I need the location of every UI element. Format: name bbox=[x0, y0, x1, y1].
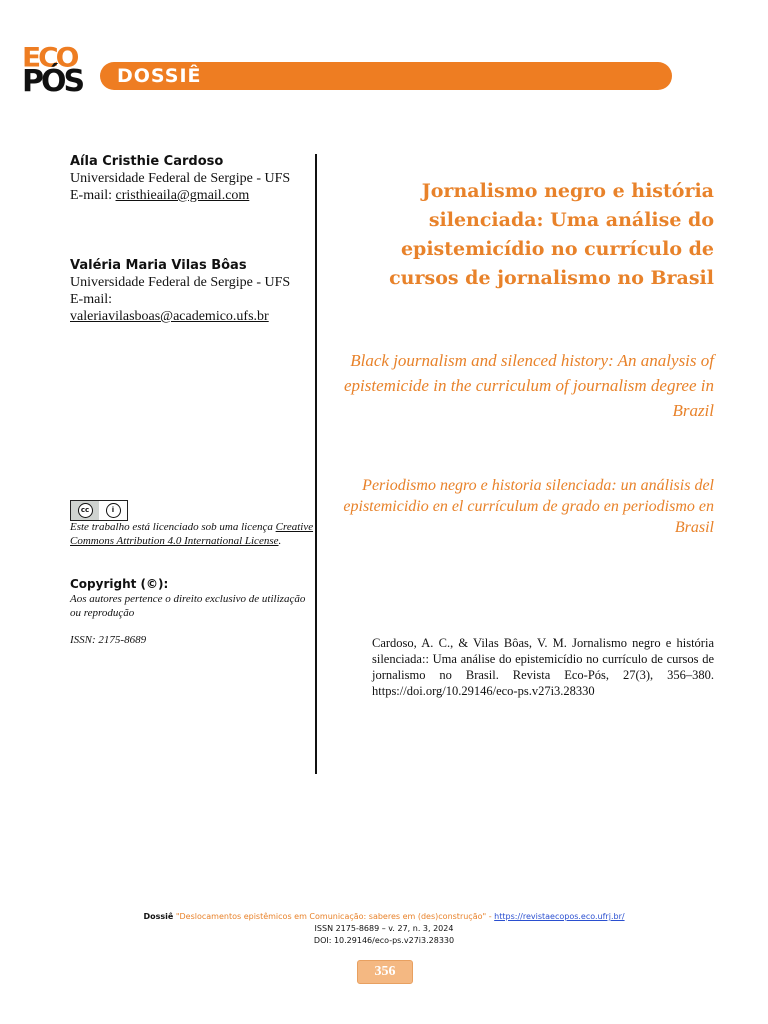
cc-by-badge[interactable] bbox=[70, 500, 128, 521]
license-statement bbox=[70, 520, 320, 548]
author-name: Valéria Maria Vilas Bôas bbox=[70, 258, 247, 273]
copyright-title: Copyright (©): bbox=[70, 577, 169, 591]
author-affiliation: Universidade Federal de Sergipe - UFS bbox=[70, 171, 291, 186]
email-label: E-mail: bbox=[70, 292, 112, 307]
author-1 bbox=[70, 153, 310, 204]
section-label: DOSSIÊ bbox=[117, 65, 202, 87]
footer-dossie-label: Dossiê bbox=[143, 912, 174, 921]
author-email-link[interactable]: cristhieaila@gmail.com bbox=[115, 188, 250, 203]
footer-dossie-line bbox=[100, 911, 668, 923]
license-suffix: . bbox=[278, 535, 282, 547]
by-person-icon bbox=[99, 501, 127, 520]
footer-dossie-title: "Deslocamentos epistêmicos em Comunicação: saberes em (des)construção" - bbox=[175, 912, 492, 921]
logo-eco-text: ECO bbox=[22, 41, 77, 74]
license-link[interactable]: Creative Commons Attribution 4.0 International License bbox=[70, 521, 314, 547]
title-english: Black journalism and silenced history: An analysis of epistemicide in the curriculum of journalism degree in Brazil bbox=[344, 351, 714, 420]
copyright-text: Aos autores pertence o direito exclusivo de utilização ou reprodução bbox=[70, 593, 306, 619]
footer-doi: DOI: 10.29146/eco-ps.v27i3.28330 bbox=[313, 936, 455, 945]
author-email-row bbox=[70, 187, 310, 204]
title-spanish: Periodismo negro e historia silenciada: un análisis del epistemicidio en el currículum de grado en periodismo en Brasil bbox=[343, 477, 714, 536]
page-number: 356 bbox=[357, 960, 413, 984]
license-text: Este trabalho está licenciado sob uma licença bbox=[70, 521, 273, 533]
eco-pos-logo bbox=[22, 41, 84, 100]
logo-pos-text: PÓS bbox=[22, 64, 83, 99]
author-name: Aíla Cristhie Cardoso bbox=[70, 154, 224, 169]
email-label: E-mail: bbox=[70, 188, 112, 203]
column-divider bbox=[315, 154, 317, 774]
by-circle: i bbox=[106, 503, 121, 518]
cc-circle: cc bbox=[78, 503, 93, 518]
author-email-link[interactable]: valeriavilasboas@academico.ufs.br bbox=[70, 309, 269, 324]
footer-url-link[interactable]: https://revistaecopos.eco.ufrj.br/ bbox=[494, 912, 625, 921]
cc-icon bbox=[71, 501, 99, 520]
citation-text: Cardoso, A. C., & Vilas Bôas, V. M. Jornalismo negro e história silenciada:: Uma análise do epistemicídio no currículo de cursos de jornalismo no Brasil. Revista Eco-Pós, 27(3), 356–380. https://doi.org/10.29146/eco-ps.v27i3.28330 bbox=[372, 636, 714, 698]
title-portuguese: Jornalismo negro e história silenciada: Uma análise do epistemicídio no currículo de cursos de jornalismo no Brasil bbox=[389, 180, 714, 289]
author-affiliation: Universidade Federal de Sergipe - UFS bbox=[70, 275, 291, 290]
footer-issn: ISSN 2175-8689 – v. 27, n. 3, 2024 bbox=[314, 924, 454, 933]
author-2 bbox=[70, 257, 310, 325]
issn-label: ISSN: 2175-8689 bbox=[70, 634, 147, 646]
